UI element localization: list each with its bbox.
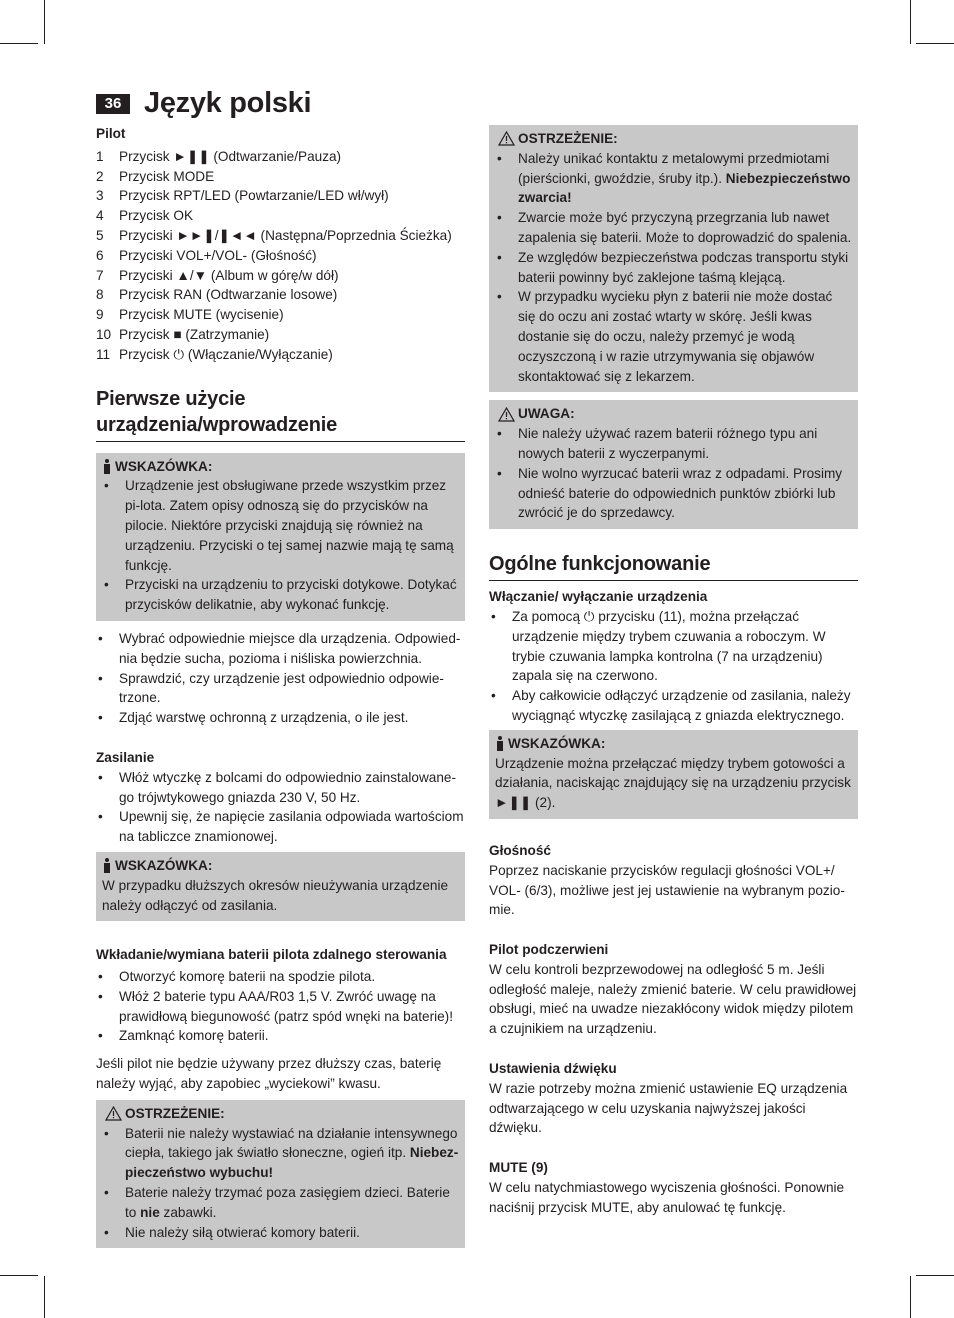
- onoff-list: [489, 607, 858, 726]
- list-item: 9 Przycisk MUTE (wycisenie): [96, 307, 284, 323]
- crop-mark: [44, 1276, 45, 1318]
- warning-icon: [498, 131, 515, 146]
- list-item: • Włóż wtyczkę z bolcami do odpowiednio zainstalowane-go trójwtykowego gniazda 230 V, 50 Hz.: [96, 768, 465, 808]
- list-item: • Zwarcie może być przyczyną przegrzania lub nawet zapalenia się baterii. Może to doprowadzić do spalenia.: [495, 208, 852, 248]
- page-number: 36: [96, 94, 130, 114]
- list-item: • Wybrać odpowiednie miejsce dla urządzenia. Odpowied-nia będzie sucha, pozioma i niśliska powierzchnia.: [96, 629, 465, 669]
- battery-heading: Wkładanie/wymiana baterii pilota zdalnego sterowania: [96, 947, 447, 963]
- tip-title: WSKAZÓWKA:: [102, 457, 459, 477]
- warning-title: OSTRZEŻENIE:: [102, 1104, 459, 1124]
- list-item: • Sprawdzić, czy urządzenie jest odpowiednio odpowie-trzone.: [96, 669, 465, 709]
- tip-list: [102, 476, 459, 615]
- list-item: • Nie wolno wyrzucać baterii wraz z odpadami. Prosimy odnieść baterie do odpowiednich punktów zbiórki lub zwrócić je do sprzedawcy.: [495, 464, 852, 523]
- general-heading: Ogólne funkcjonowanie: [489, 551, 858, 581]
- onoff-heading: Włączanie/ wyłączanie urządzenia: [489, 589, 708, 605]
- list-item: • Za pomocą ⏻ przycisku (11), można przełączać urządzenie między trybem czuwania a roboczym. W trybie czuwania lampka kontrolna (7 na urządzeniu) zapala się na czerwono.: [489, 607, 858, 686]
- list-item: 5 Przyciski ►►❚/❚◄◄ (Następna/Poprzednia Ścieżka): [96, 227, 452, 243]
- list-item: • Włóż 2 baterie typu AAA/R03 1,5 V. Zwróć uwagę na prawidłową biegunowość (patrz spód wnęki na baterie)!: [96, 987, 465, 1027]
- tip-text: W przypadku dłuższych okresów nieużywania urządzenie należy odłączyć od zasilania.: [102, 877, 449, 913]
- warning-box: [96, 1100, 465, 1249]
- list-item: • Urządzenie jest obsługiwane przede wszystkim przez pi-lota. Zatem opisy odnoszą się do przycisków na pilocie. Niektóre przyciski znajdują się również na urządzeniu. Przyciski o tej samej nazwie mają tę samą funkcję.: [102, 476, 459, 575]
- remote-button-list: [96, 147, 465, 365]
- list-item: 1 Przycisk ►❚❚ (Odtwarzanie/Pauza): [96, 148, 342, 164]
- first-use-heading: Pierwsze użycie urządzenia/wprowadzenie: [96, 386, 465, 442]
- remote-heading: Pilot: [96, 126, 126, 141]
- crop-mark: [910, 1276, 911, 1318]
- mute-heading: MUTE (9): [489, 1160, 548, 1176]
- list-item: 2 Przycisk MODE: [96, 168, 215, 184]
- ir-heading: Pilot podczerwieni: [489, 942, 609, 958]
- caution-list: [495, 424, 852, 523]
- list-item: 4 Przycisk OK: [96, 208, 194, 224]
- sound-heading: Ustawienia dźwięku: [489, 1061, 617, 1077]
- list-item: • Upewnij się, że napięcie zasilania odpowiada wartościom na tabliczce znamionowej.: [96, 807, 465, 847]
- tip-title: WSKAZÓWKA:: [495, 734, 852, 754]
- list-item: • Nie należy siłą otwierać komory baterii.: [102, 1223, 459, 1243]
- right-column: [489, 125, 858, 1218]
- power-list: [96, 768, 465, 847]
- tip-title: WSKAZÓWKA:: [102, 856, 459, 876]
- caution-box: [489, 400, 858, 529]
- tip-box: [96, 453, 465, 621]
- list-item: • Przyciski na urządzeniu to przyciski dotykowe. Dotykać przycisków delikatnie, aby wykonać funkcję.: [102, 575, 459, 615]
- warning-icon: [498, 407, 515, 422]
- battery-paragraph: Jeśli pilot nie będzie używany przez dłuższy czas, baterię należy wyjąć, aby zapobiec „wyciekowi” kwasu.: [96, 1056, 442, 1092]
- list-item: • W przypadku wycieku płyn z baterii nie może dostać się do oczu ani zostać wtarty w skórę. Jeśli kwas dostanie się do oczu, należy przemyć je wodą oczyszczoną i w razie utrzymywania się objawów skontaktować się z lekarzem.: [495, 287, 852, 386]
- list-item: • Zdjąć warstwę ochronną z urządzenia, o ile jest.: [96, 708, 465, 728]
- left-column: [96, 124, 465, 1248]
- list-item: • Należy unikać kontaktu z metalowymi przedmiotami (pierścionki, gwoździe, śruby itp.). Niebezpieczeństwo zwarcia!: [495, 149, 852, 208]
- crop-mark: [910, 0, 911, 44]
- tip-box: [96, 852, 465, 921]
- list-item: • Baterii nie należy wystawiać na działanie intensywnego ciepła, takiego jak światło słoneczne, ogień itp. Niebez-pieczeństwo wybuchu!: [102, 1124, 459, 1183]
- list-item: • Otworzyć komorę baterii na spodzie pilota.: [96, 967, 465, 987]
- crop-mark: [0, 1275, 38, 1276]
- list-item: • Nie należy używać razem baterii różnego typu ani nowych baterii z wyczerpanymi.: [495, 424, 852, 464]
- ir-text: W celu kontroli bezprzewodowej na odległość 5 m. Jeśli odległość maleje, należy zmienić baterie. W celu prawidłowej obsługi, mieć na uwadze niezakłócony widok między pilotem a czujnikiem na urządzeniu.: [489, 961, 857, 1037]
- tip-text: Urządzenie można przełączać między trybem gotowości a działania, naciskając znajdujący się na urządzeniu przycisk ►❚❚ (2).: [495, 755, 851, 811]
- list-item: 11 Przycisk ⏻ (Włączanie/Wyłączanie): [96, 346, 333, 362]
- caution-title: UWAGA:: [495, 404, 852, 424]
- setup-list: [96, 629, 465, 728]
- list-item: 10 Przycisk ■ (Zatrzymanie): [96, 326, 270, 342]
- battery-list: [96, 967, 465, 1046]
- page-title: Język polski: [144, 87, 312, 120]
- list-item: • Baterie należy trzymać poza zasięgiem dzieci. Baterie to nie zabawki.: [102, 1183, 459, 1223]
- power-heading: Zasilanie: [96, 749, 155, 765]
- warning-icon: [105, 1106, 122, 1121]
- info-icon: [495, 736, 505, 751]
- list-item: 8 Przycisk RAN (Odtwarzanie losowe): [96, 287, 338, 303]
- volume-text: Poprzez naciskanie przycisków regulacji głośności VOL+/ VOL- (6/3), możliwe jest jej ustawienie na wybranym pozio-mie.: [489, 862, 845, 918]
- volume-heading: Głośność: [489, 842, 551, 858]
- tip-box: [489, 730, 858, 819]
- warning-box: [489, 125, 858, 392]
- list-item: 3 Przycisk RPT/LED (Powtarzanie/LED wł/wył): [96, 188, 389, 204]
- page-header: [96, 86, 311, 122]
- list-item: 6 Przyciski VOL+/VOL- (Głośność): [96, 247, 317, 263]
- crop-mark: [44, 0, 45, 44]
- info-icon: [102, 858, 112, 873]
- warning-list: [102, 1124, 459, 1243]
- list-item: • Zamknąć komorę baterii.: [96, 1026, 465, 1046]
- list-item: • Ze względów bezpieczeństwa podczas transportu styki baterii powinny być zaklejone taśmą klejącą.: [495, 248, 852, 288]
- list-item: 7 Przyciski ▲/▼ (Album w górę/w dół): [96, 267, 339, 283]
- warning-title: OSTRZEŻENIE:: [495, 129, 852, 149]
- list-item: • Aby całkowicie odłączyć urządzenie od zasilania, należy wyciągnąć wtyczkę zasilającą z gniazda elektrycznego.: [489, 686, 858, 726]
- crop-mark: [916, 43, 954, 44]
- warning-list: [495, 149, 852, 387]
- crop-mark: [916, 1275, 954, 1276]
- crop-mark: [0, 43, 38, 44]
- mute-text: W celu natychmiastowego wyciszenia głośności. Ponownie naciśnij przycisk MUTE, aby anulować tę funkcję.: [489, 1180, 845, 1215]
- info-icon: [102, 459, 112, 474]
- sound-text: W razie potrzeby można zmienić ustawienie EQ urządzenia odtwarzającego w celu uzyskania najwyższej jakości dźwięku.: [489, 1080, 848, 1136]
